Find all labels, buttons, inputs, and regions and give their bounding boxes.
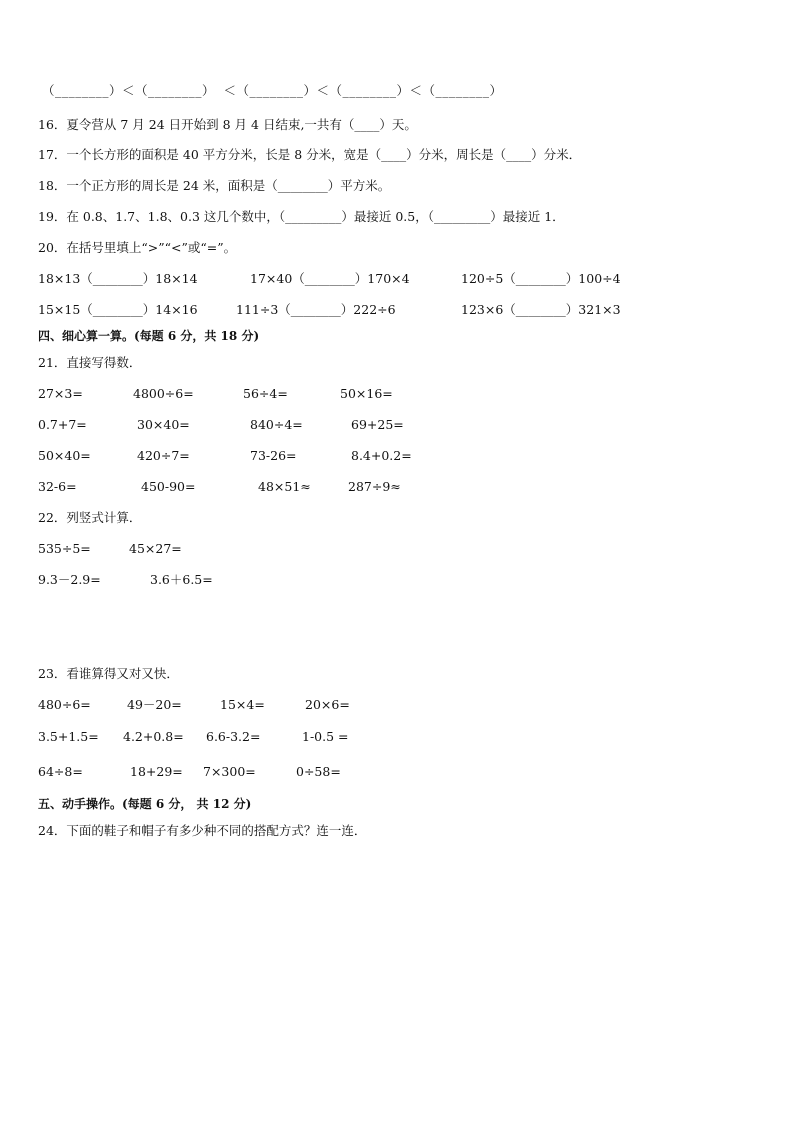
q21-item: 48×51≈ [258, 479, 311, 494]
question-24: 24．下面的鞋子和帽子有多少种不同的搭配方式？连一连． [38, 823, 367, 838]
question-18: 18．一个正方形的周长是 24 米，面积是（________）平方米。 [38, 178, 391, 193]
q21-item: 30×40= [137, 417, 190, 432]
q20-item: 123×6（________）321×3 [461, 302, 621, 317]
q21-item: 50×16= [340, 386, 393, 401]
question-21: 21．直接写得数． [38, 355, 142, 370]
q23-item: 7×300= [203, 764, 256, 779]
q21-item: 32-6= [38, 479, 77, 494]
section-5-heading: 五、动手操作。(每题 6 分， 共 12 分) [38, 797, 252, 811]
q21-item: 73-26= [250, 448, 297, 463]
q21-item: 4800÷6= [133, 386, 194, 401]
q21-item: 50×40= [38, 448, 91, 463]
q23-item: 4.2+0.8= [123, 729, 184, 744]
q22-item: 3.6＋6.5= [150, 572, 213, 587]
q21-item: 8.4+0.2= [351, 448, 412, 463]
q23-item: 49－20= [127, 697, 182, 712]
q21-item: 420÷7= [137, 448, 190, 463]
q23-item: 3.5+1.5= [38, 729, 99, 744]
ordering-row: （________）＜（________） ＜（________）＜（________）＜（________） [42, 83, 503, 98]
q23-item: 1-0.5 = [302, 729, 349, 744]
q21-item: 56÷4= [243, 386, 288, 401]
q21-item: 287÷9≈ [348, 479, 401, 494]
q21-item: 0.7+7= [38, 417, 87, 432]
q21-item: 27×3= [38, 386, 83, 401]
q23-item: 6.6-3.2= [206, 729, 261, 744]
q20-item: 18×13（________）18×14 [38, 271, 198, 286]
q22-item: 45×27= [129, 541, 182, 556]
q22-item: 535÷5= [38, 541, 91, 556]
q23-item: 18+29= [130, 764, 183, 779]
section-4-heading: 四、细心算一算。(每题 6 分，共 18 分) [38, 329, 260, 343]
question-23: 23．看谁算得又对又快． [38, 666, 179, 681]
q21-item: 69+25= [351, 417, 404, 432]
q23-item: 20×6= [305, 697, 350, 712]
question-22: 22．列竖式计算． [38, 510, 142, 525]
q20-item: 15×15（________）14×16 [38, 302, 198, 317]
q23-item: 15×4= [220, 697, 265, 712]
question-19: 19．在 0.8、1.7、1.8、0.3 这几个数中，（_________）最接近 0.5，（_________）最接近 1． [38, 209, 565, 224]
q23-item: 0÷58= [296, 764, 341, 779]
question-17: 17．一个长方形的面积是 40 平方分米，长是 8 分米，宽是（____）分米，周长是（____）分米． [38, 147, 582, 162]
q22-item: 9.3－2.9= [38, 572, 101, 587]
q23-item: 480÷6= [38, 697, 91, 712]
q20-item: 111÷3（________）222÷6 [236, 302, 396, 317]
question-16: 16．夏令营从 7 月 24 日开始到 8 月 4 日结束,一共有（____）天。 [38, 117, 417, 132]
q20-item: 17×40（________）170×4 [250, 271, 410, 286]
q23-item: 64÷8= [38, 764, 83, 779]
q21-item: 840÷4= [250, 417, 303, 432]
question-20: 20．在括号里填上“>”“<”或“=”。 [38, 240, 237, 255]
q21-item: 450-90= [141, 479, 196, 494]
q20-item: 120÷5（________）100÷4 [461, 271, 621, 286]
